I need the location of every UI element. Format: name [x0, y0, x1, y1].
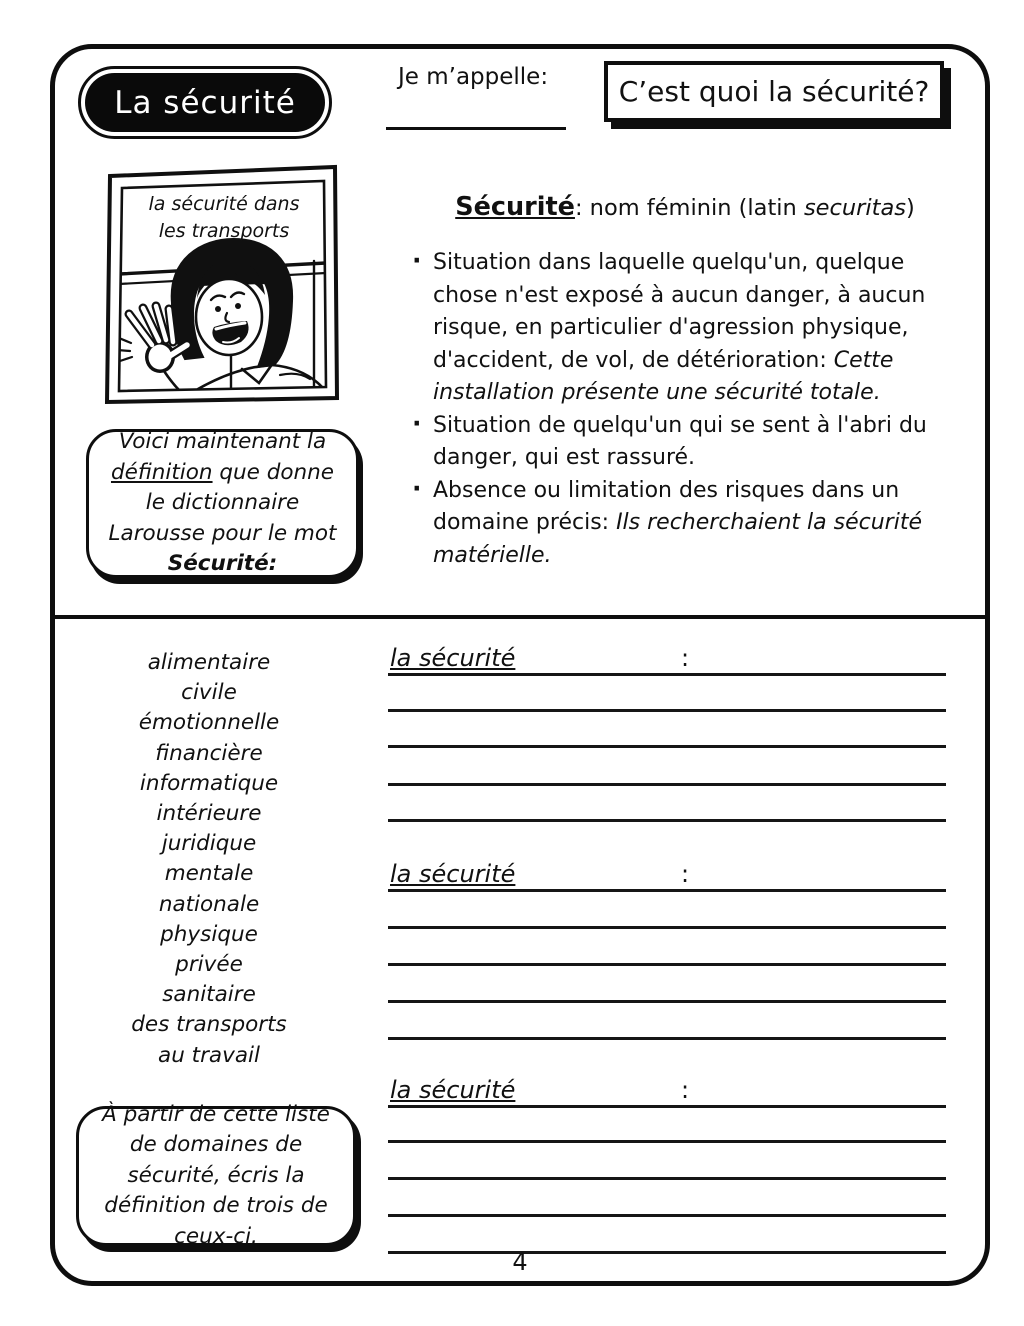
bullet-icon: · [412, 246, 422, 275]
bullet-3-example: Ils recherchaient la sécurité matérielle. [433, 510, 922, 568]
definition-head-rest: : nom féminin (latin [574, 195, 804, 221]
illustration-caption [126, 191, 322, 245]
definition-block [410, 192, 960, 572]
answer-1-line[interactable] [388, 819, 946, 822]
answer-2-line[interactable] [388, 963, 946, 966]
bullet-1-example: Cette installation présente une sécurité totale. [433, 347, 894, 405]
answer-3-line[interactable] [388, 1177, 946, 1180]
caption-line-1: la sécurité dans [148, 193, 300, 215]
intro-text-underlined: définition [110, 459, 213, 485]
intro-text-1: Voici maintenant la [118, 429, 327, 455]
section-divider [55, 615, 985, 619]
answer-2-header[interactable] [388, 856, 946, 892]
transport-safety-illustration [102, 161, 346, 409]
question-title: C’est quoi la sécurité? [618, 75, 930, 108]
answer-3-header[interactable] [388, 1072, 946, 1108]
list-item: des transports [131, 1012, 287, 1038]
name-label: Je m’appelle: [398, 64, 549, 90]
larousse-intro-box [86, 429, 359, 578]
question-title-box [604, 61, 944, 122]
bullet-2-text: Situation de quelqu'un qui se sent à l'abri du danger, qui est rassuré. [433, 412, 927, 470]
definition-bullet-list [410, 247, 960, 572]
answer-2-line[interactable] [388, 1037, 946, 1040]
answer-2-label: la sécurité [390, 860, 516, 888]
answer-3-colon: : [681, 1076, 690, 1104]
bullet-icon: · [412, 408, 422, 438]
intro-text-bold: Sécurité: [167, 551, 278, 577]
answer-2-line[interactable] [388, 1000, 946, 1003]
list-item: informatique [139, 770, 279, 796]
list-item: privée [175, 952, 243, 978]
definition-bullet-1 [410, 247, 960, 410]
definition-heading [410, 192, 960, 222]
list-item: financière [155, 740, 263, 766]
domain-word-list [58, 648, 360, 1071]
answer-1-label: la sécurité [390, 644, 516, 672]
answer-1-header[interactable] [388, 640, 946, 676]
list-item: mentale [164, 861, 254, 887]
list-item: émotionnelle [138, 710, 280, 736]
definition-bullet-3 [410, 475, 960, 573]
title-badge [78, 66, 332, 139]
list-item: intérieure [156, 801, 262, 827]
name-input-line[interactable] [386, 100, 566, 130]
list-item: au travail [158, 1042, 260, 1068]
definition-latin: securitas [803, 195, 906, 221]
bullet-3-text: Absence ou limitation des risques dans un domaine précis: [433, 477, 900, 535]
answer-3-line[interactable] [388, 1214, 946, 1217]
bullet-1-text: Situation dans laquelle quelqu'un, quelque chose n'est exposé à aucun danger, à aucun risque, en particulier d'agression physique, d'accident, de vol, de détérioration: [433, 250, 926, 373]
list-item: nationale [158, 891, 260, 917]
answer-3-line[interactable] [388, 1140, 946, 1143]
answer-1-line[interactable] [388, 745, 946, 748]
definition-bullet-2 [410, 410, 960, 475]
definition-headword: Sécurité [455, 192, 575, 222]
answer-1-colon: : [681, 644, 690, 672]
caption-line-2: les transports [158, 220, 290, 242]
list-item: sanitaire [162, 982, 256, 1008]
task-instruction-box [76, 1101, 356, 1249]
list-item: physique [160, 921, 258, 947]
task-instruction-text: À partir de cette liste de domaines de sécurité, écris la définition de trois de ceux-ci. [102, 1101, 330, 1249]
title-badge-label: La sécurité [85, 73, 325, 132]
definition-head-close: ) [905, 195, 915, 221]
answer-2-colon: : [681, 860, 690, 888]
intro-text-2: que donne le dictionnaire Larousse pour le mot [108, 459, 337, 546]
list-item: juridique [161, 831, 257, 857]
bullet-icon: · [412, 473, 422, 503]
list-item: civile [181, 680, 237, 706]
answer-2-line[interactable] [388, 926, 946, 929]
answer-1-line[interactable] [388, 709, 946, 712]
page-number: 4 [512, 1248, 528, 1276]
answer-1-line[interactable] [388, 783, 946, 786]
answer-3-label: la sécurité [390, 1076, 516, 1104]
list-item: alimentaire [147, 650, 271, 675]
